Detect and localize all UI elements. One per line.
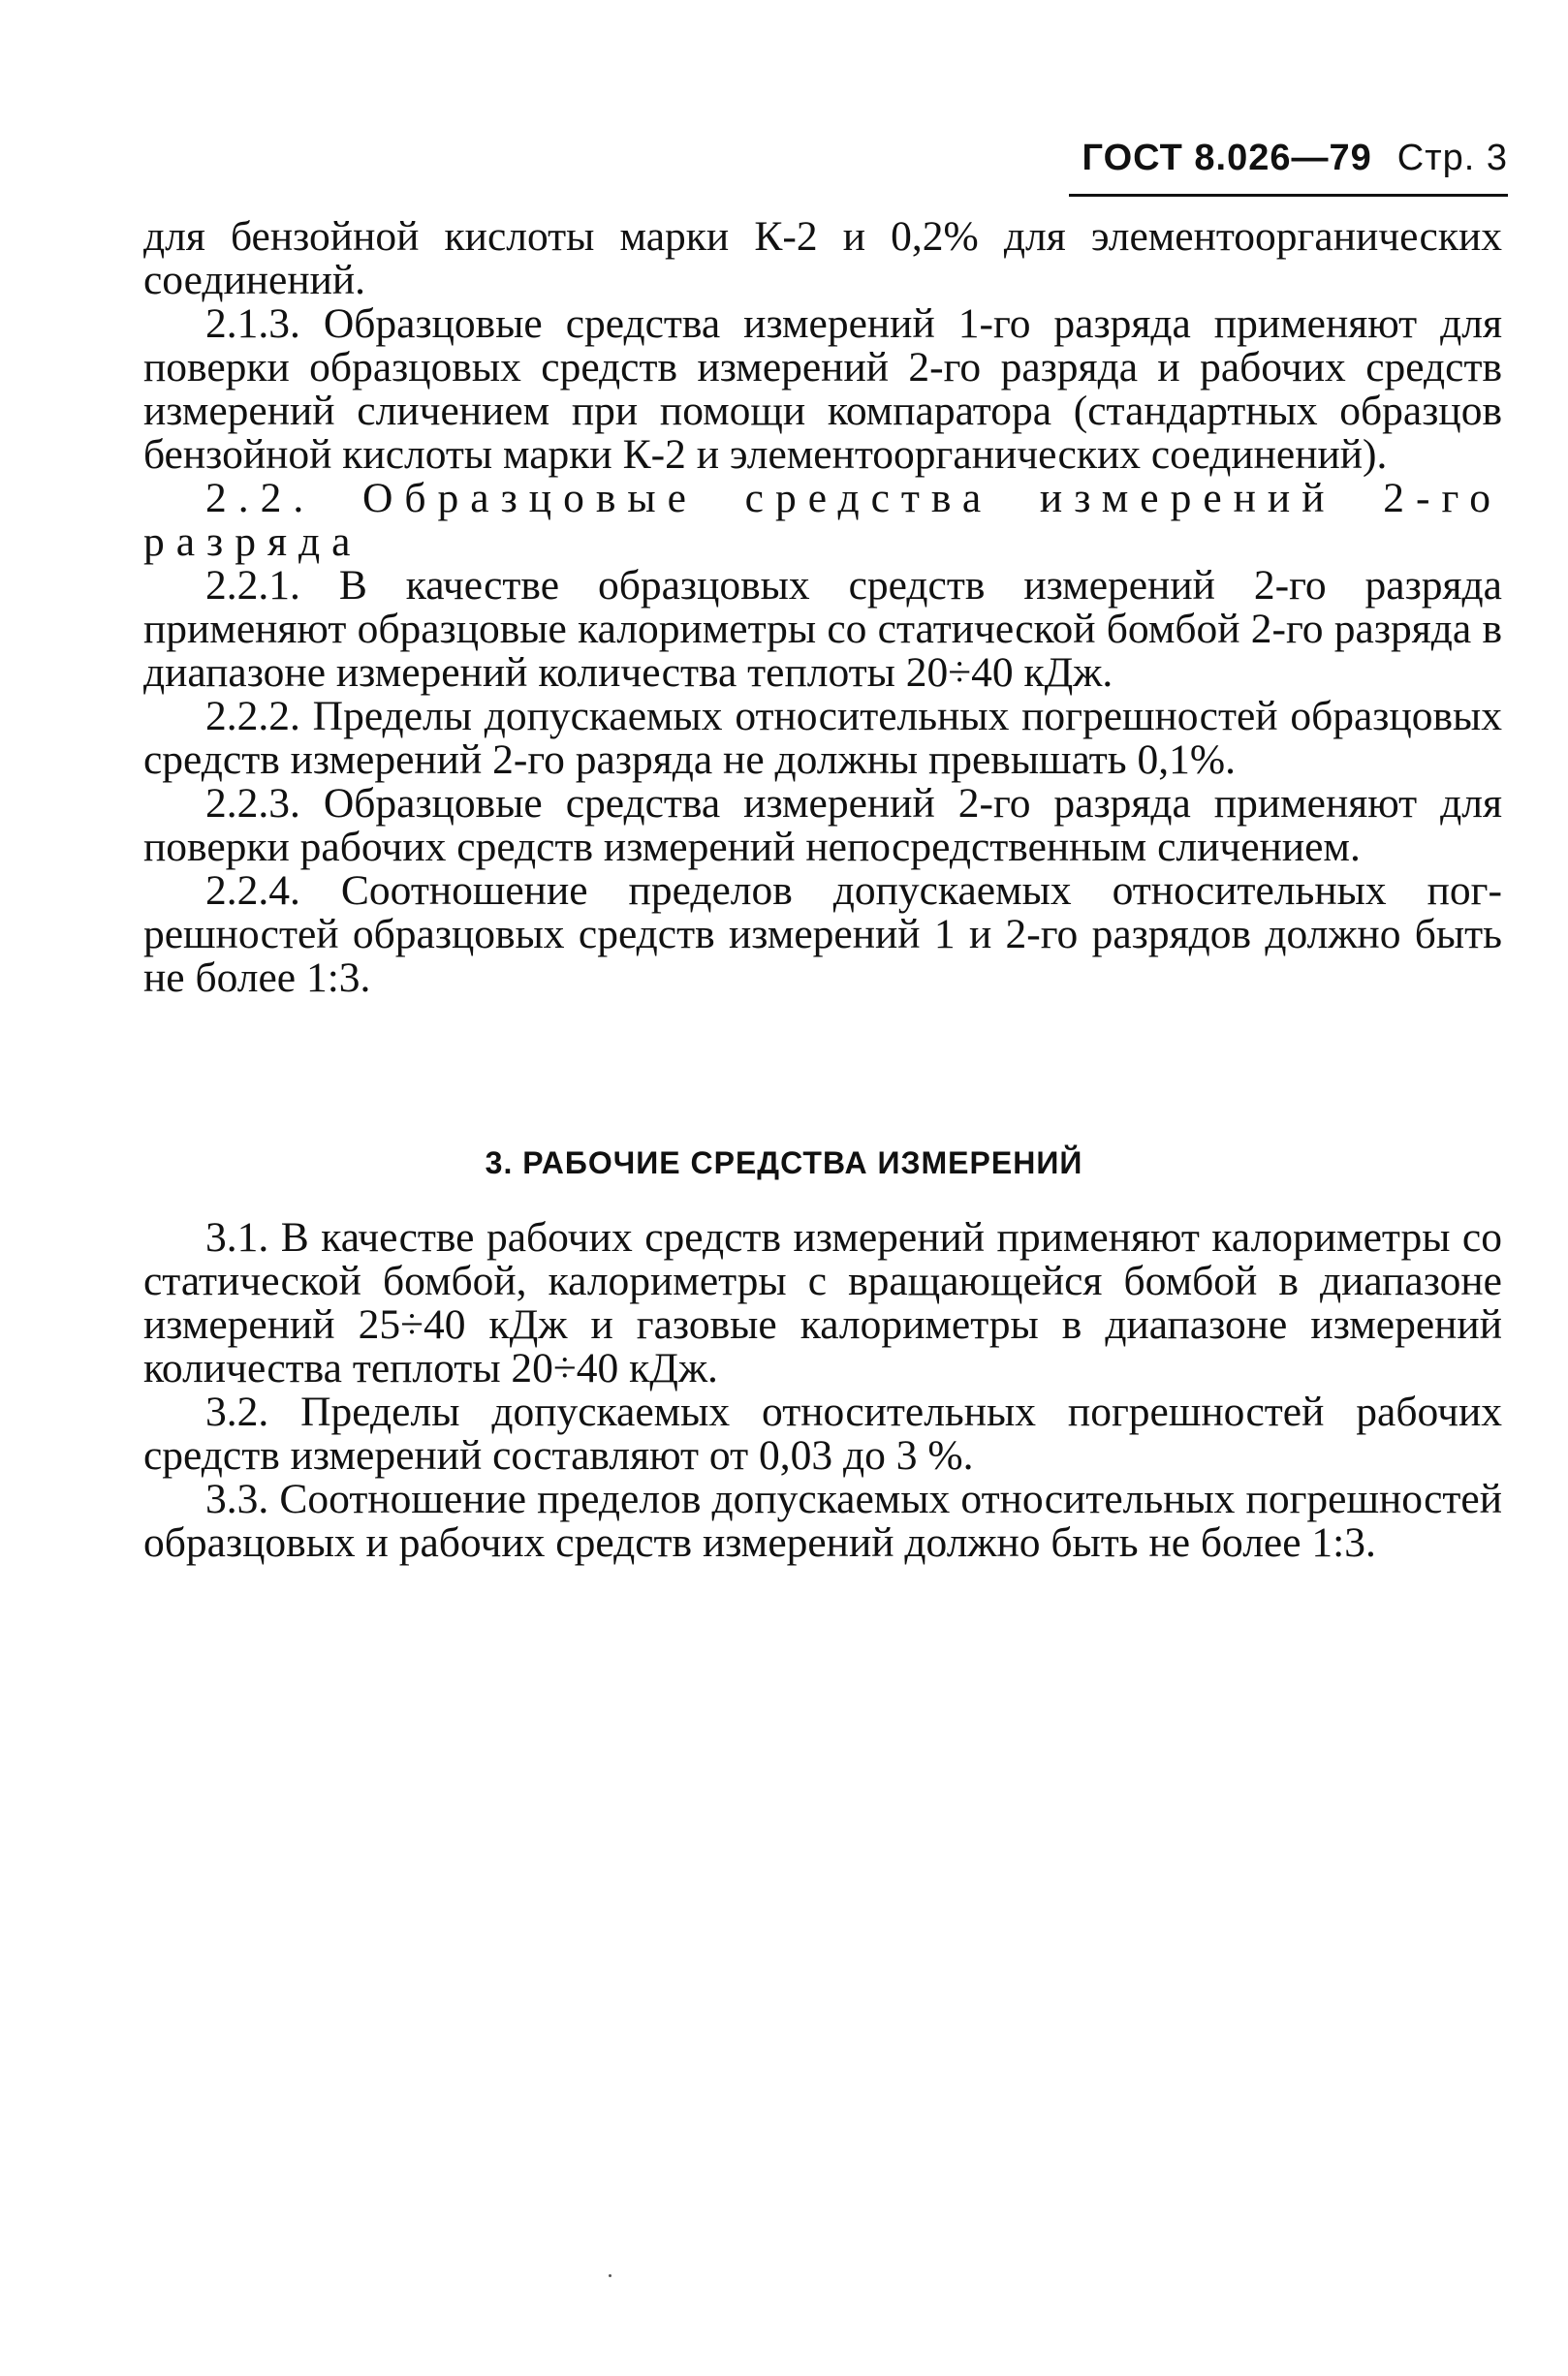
body-text-top — [143, 215, 1502, 1000]
body-text-section-3 — [143, 1216, 1502, 1565]
paragraph-3-3: 3.3. Соотношение пределов допускаемых относительных погрешностей образцовых и рабочих средств измерений должно быть не более 1:3. — [143, 1476, 1502, 1566]
page-number: Стр. 3 — [1396, 138, 1508, 178]
paragraph-2-2-4: 2.2.4. Соотношение пределов допускаемых относительных погрешностей образцовых средств измерений 1 и 2-го разрядов должно быть не более 1:3. — [143, 867, 1502, 1001]
paragraph-2-2-3: 2.2.3. Образцовые средства измерений 2-го разряда применяют для поверки рабочих средств измерений непосредственным сличением. — [143, 780, 1502, 870]
page-header — [1082, 138, 1508, 179]
section-heading-3: 3. РАБОЧИЕ СРЕДСТВА ИЗМЕРЕНИЙ — [485, 1145, 1083, 1180]
standard-number: ГОСТ 8.026—79 — [1082, 138, 1372, 178]
subsection-heading-2-2: 2.2. Образцовые средства измерений 2-го разряда — [143, 475, 1502, 565]
paragraph-3-2: 3.2. Пределы допускаемых относительных погрешностей рабочих средств измерений составляют от 0,03 до 3 %. — [143, 1389, 1502, 1479]
paragraph-2-2-2: 2.2.2. Пределы допускаемых относительных погрешностей образцовых средств измерений 2-го разряда не должны превышать 0,1%. — [143, 693, 1502, 783]
paragraph-2-2-1: 2.2.1. В качестве образцовых средств измерений 2-го разряда применяют образцовые калориметры со статической бомбой 2-го разряда в диапазоне измерений количества теплоты 20÷40 кДж. — [143, 562, 1502, 696]
paragraph-continuation: для бензойной кислоты марки К-2 и 0,2% для элементоорганических соединений. — [143, 213, 1502, 303]
header-rule — [1069, 194, 1508, 197]
paragraph-3-1: 3.1. В качестве рабочих средств измерений применяют калориметры со статической бомбой, калориметры с вращающейся бомбой в диапазоне измерений 25÷40 кДж и газовые калориметры в диапазоне измерений количества теплоты 20÷40 кДж. — [143, 1214, 1502, 1391]
scan-speck — [609, 2274, 612, 2277]
paragraph-2-1-3: 2.1.3. Образцовые средства измерений 1-го разряда применяют для поверки образцовых средств измерений 2-го разряда и рабочих средств измерений сличением при помощи компаратора (стандартных образцов бензойной кислоты марки К-2 и элементоорганических соединений). — [143, 300, 1502, 478]
